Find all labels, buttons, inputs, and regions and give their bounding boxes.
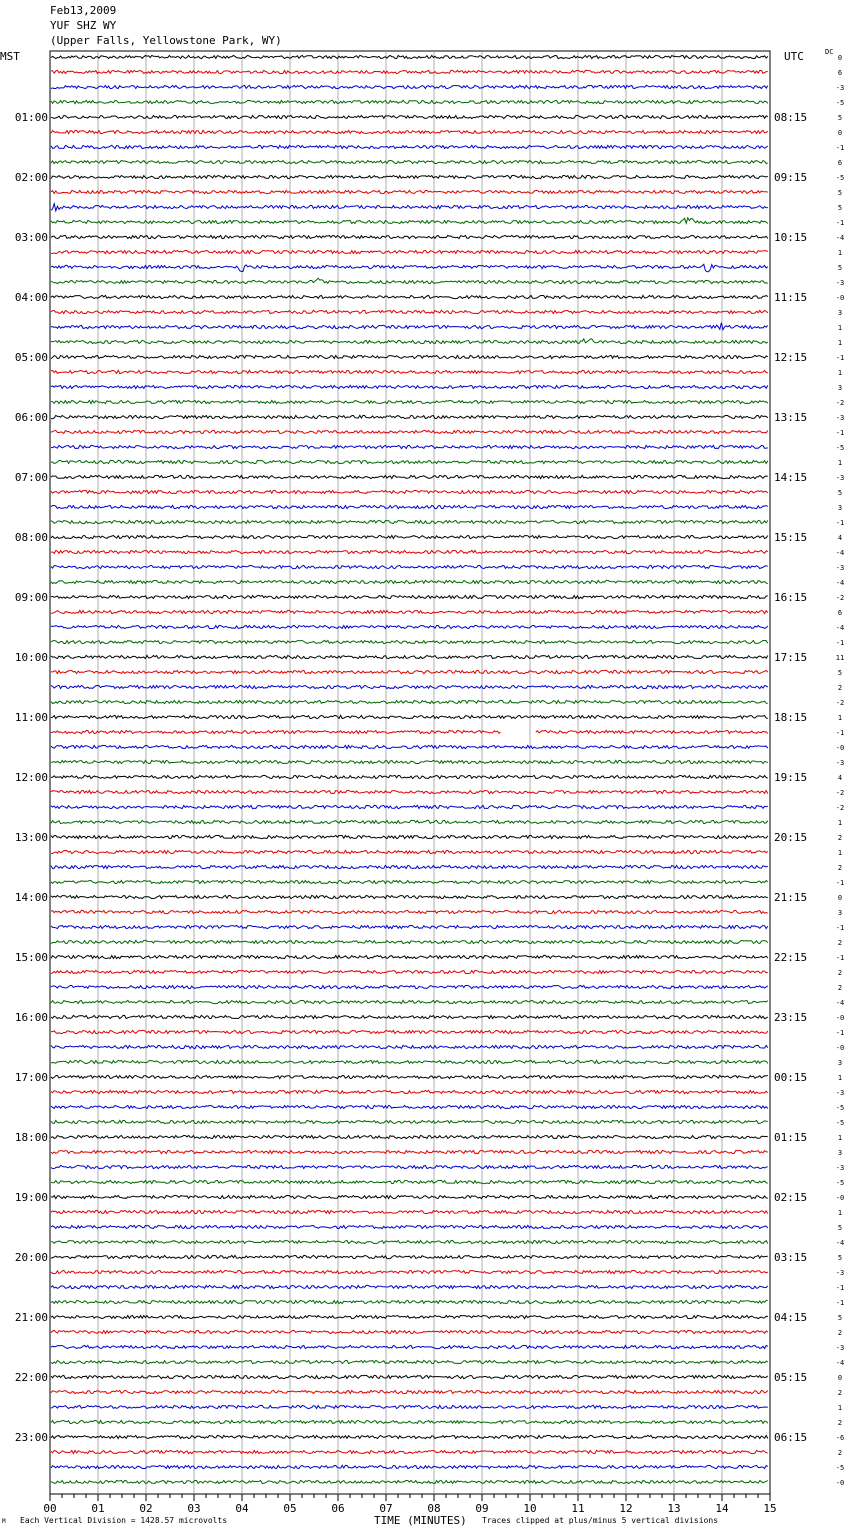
right-hour-label: 20:15 (774, 831, 808, 844)
seismic-trace (51, 130, 768, 133)
seismic-trace (51, 295, 768, 298)
dc-offset-label: 1 (837, 1074, 843, 1082)
dc-offset-label: 5 (837, 264, 843, 272)
dc-offset-label: 3 (837, 1149, 843, 1157)
seismic-trace (51, 520, 768, 523)
clipping-note: Traces clipped at plus/minus 5 vertical divisions (482, 1516, 719, 1525)
seismic-trace (51, 218, 768, 224)
seismic-trace (51, 625, 768, 628)
seismic-trace (51, 250, 768, 253)
dc-offset-label: 5 (837, 489, 843, 497)
seismic-trace (51, 339, 768, 344)
seismic-trace (51, 1000, 768, 1003)
left-hour-label: 15:00 (14, 951, 48, 964)
dc-offset-label: 1 (837, 1134, 843, 1142)
x-tick-label: 08 (427, 1502, 441, 1515)
dc-offset-label: -5 (835, 1119, 845, 1127)
seismic-trace (51, 430, 768, 433)
dc-offset-label: -1 (835, 924, 845, 932)
seismic-trace (51, 850, 768, 853)
right-hour-label: 19:15 (774, 771, 808, 784)
left-hour-label: 20:00 (14, 1251, 48, 1264)
right-hour-label: 08:15 (774, 111, 808, 124)
x-tick-label: 13 (667, 1502, 681, 1515)
seismic-trace (51, 580, 768, 583)
dc-offset-label: 2 (837, 1419, 843, 1427)
left-hour-label: 23:00 (14, 1431, 48, 1444)
seismic-trace (51, 490, 768, 493)
dc-offset-label: 2 (837, 969, 843, 977)
dc-offset-label: -1 (835, 219, 845, 227)
seismic-trace (51, 1315, 768, 1318)
station-location: (Upper Falls, Yellowstone Park, WY) (50, 34, 282, 47)
dc-offset-label: -6 (835, 1434, 845, 1442)
seismic-trace (51, 925, 768, 928)
dc-offset-label: -2 (835, 399, 845, 407)
seismic-trace (51, 355, 768, 358)
seismic-trace (51, 550, 768, 553)
left-hour-label: 08:00 (14, 531, 48, 544)
dc-offset-label: -2 (835, 804, 845, 812)
seismic-trace (51, 1150, 768, 1153)
seismic-trace (51, 160, 768, 163)
seismic-trace (51, 880, 768, 883)
dc-offset-label: -0 (835, 744, 845, 752)
seismic-trace (51, 670, 768, 673)
dc-offset-label: 1 (837, 249, 843, 257)
seismic-trace (51, 1105, 768, 1108)
dc-offset-label: -5 (835, 1464, 845, 1472)
seismic-trace (51, 955, 768, 958)
dc-offset-label: -4 (835, 579, 845, 587)
x-tick-label: 10 (523, 1502, 537, 1515)
seismic-trace (51, 415, 768, 418)
dc-offset-label: -4 (835, 624, 845, 632)
dc-offset-label: -4 (835, 999, 845, 1007)
x-tick-label: 15 (763, 1502, 777, 1515)
seismic-trace (51, 1390, 768, 1393)
dc-offset-label: -1 (835, 519, 845, 527)
x-tick-label: 01 (91, 1502, 105, 1515)
seismic-trace (51, 55, 768, 58)
dc-offset-label: 2 (837, 1329, 843, 1337)
seismic-trace (51, 970, 768, 973)
seismic-trace (51, 445, 768, 448)
right-hour-label: 15:15 (774, 531, 808, 544)
left-hour-label: 03:00 (14, 231, 48, 244)
dc-offset-label: 1 (837, 369, 843, 377)
seismic-trace (51, 264, 768, 271)
dc-offset-label: -5 (835, 1104, 845, 1112)
dc-offset-label: -3 (835, 1344, 845, 1352)
dc-offset-label: 3 (837, 309, 843, 317)
dc-offset-label: 3 (837, 384, 843, 392)
dc-offset-label: -3 (835, 84, 845, 92)
dc-offset-label: 6 (837, 69, 843, 77)
dc-offset-label: 1 (837, 849, 843, 857)
dc-offset-header: DC (825, 48, 834, 56)
seismic-trace (51, 1090, 768, 1093)
left-hour-label: 12:00 (14, 771, 48, 784)
dc-offset-label: 1 (837, 714, 843, 722)
dc-offset-label: 2 (837, 939, 843, 947)
dc-offset-label: 5 (837, 1254, 843, 1262)
dc-offset-label: 4 (837, 774, 843, 782)
seismic-trace (51, 1480, 768, 1483)
right-hour-label: 22:15 (774, 951, 808, 964)
dc-offset-label: 5 (837, 204, 843, 212)
dc-offset-label: 1 (837, 819, 843, 827)
dc-offset-label: -1 (835, 879, 845, 887)
right-hour-label: 14:15 (774, 471, 808, 484)
seismic-trace (51, 685, 768, 688)
left-hour-label: 05:00 (14, 351, 48, 364)
dc-offset-label: -0 (835, 1479, 845, 1487)
dc-offset-label: 0 (837, 129, 843, 137)
seismic-trace (51, 1450, 768, 1453)
seismic-trace (51, 1210, 768, 1213)
dc-offset-label: 5 (837, 1224, 843, 1232)
dc-offset-label: 2 (837, 834, 843, 842)
seismic-trace (51, 985, 768, 988)
right-hour-label: 02:15 (774, 1191, 808, 1204)
seismic-trace (51, 1030, 768, 1033)
dc-offset-label: 5 (837, 669, 843, 677)
seismic-trace (51, 790, 768, 793)
dc-offset-label: -5 (835, 444, 845, 452)
seismic-trace (51, 1465, 768, 1468)
dc-offset-label: -2 (835, 699, 845, 707)
vertical-scale-note: Each Vertical Division = 1428.57 microvolts (20, 1516, 228, 1525)
right-hour-label: 06:15 (774, 1431, 808, 1444)
seismic-trace (51, 700, 768, 703)
seismic-trace (51, 70, 768, 73)
dc-offset-label: 0 (837, 894, 843, 902)
seismic-trace (51, 1120, 768, 1123)
dc-offset-label: 6 (837, 159, 843, 167)
seismic-trace (51, 100, 768, 103)
dc-offset-label: -1 (835, 1299, 845, 1307)
seismic-trace (51, 278, 768, 283)
right-hour-label: 23:15 (774, 1011, 808, 1024)
dc-offset-label: 2 (837, 1449, 843, 1457)
dc-offset-label: 2 (837, 864, 843, 872)
seismic-trace (51, 1075, 768, 1078)
dc-offset-label: -1 (835, 354, 845, 362)
seismic-trace (536, 730, 768, 733)
right-hour-label: 17:15 (774, 651, 808, 664)
seismic-trace (51, 1345, 768, 1348)
left-hour-label: 01:00 (14, 111, 48, 124)
right-hour-label: 16:15 (774, 591, 808, 604)
seismic-trace (51, 190, 768, 193)
seismic-trace (51, 505, 768, 508)
right-hour-label: 21:15 (774, 891, 808, 904)
seismic-trace (51, 1180, 768, 1183)
seismic-trace (51, 115, 768, 118)
dc-offset-label: -5 (835, 174, 845, 182)
dc-offset-label: -3 (835, 414, 845, 422)
dc-offset-label: -3 (835, 279, 845, 287)
dc-offset-label: 5 (837, 114, 843, 122)
dc-offset-label: 1 (837, 1404, 843, 1412)
seismic-trace (51, 1375, 768, 1378)
x-tick-label: 07 (379, 1502, 393, 1515)
left-hour-label: 19:00 (14, 1191, 48, 1204)
dc-offset-label: 5 (837, 1314, 843, 1322)
dc-offset-label: 4 (837, 534, 843, 542)
dc-offset-label: 2 (837, 684, 843, 692)
left-hour-label: 06:00 (14, 411, 48, 424)
dc-offset-label: 0 (837, 1374, 843, 1382)
dc-offset-label: 6 (837, 609, 843, 617)
seismic-trace (51, 865, 768, 868)
left-hour-label: 13:00 (14, 831, 48, 844)
seismic-trace (51, 1300, 768, 1303)
seismic-trace (51, 323, 768, 330)
seismic-trace (51, 775, 768, 778)
seismic-trace (51, 370, 768, 373)
seismic-traces (51, 55, 768, 1483)
dc-offset-label: -3 (835, 1164, 845, 1172)
x-tick-label: 11 (571, 1502, 585, 1515)
dc-offset-label: -3 (835, 564, 845, 572)
right-hour-label: 03:15 (774, 1251, 808, 1264)
right-hour-label: 10:15 (774, 231, 808, 244)
seismic-trace (51, 204, 768, 211)
x-tick-label: 06 (331, 1502, 345, 1515)
x-tick-label: 02 (139, 1502, 153, 1515)
seismic-trace (51, 1285, 768, 1288)
dc-offset-label: 11 (835, 654, 845, 662)
dc-offset-label: 1 (837, 459, 843, 467)
x-tick-label: 03 (187, 1502, 201, 1515)
dc-offset-label: -2 (835, 789, 845, 797)
seismic-trace (51, 1270, 768, 1273)
left-hour-label: 11:00 (14, 711, 48, 724)
dc-offset-label: 3 (837, 504, 843, 512)
seismic-trace (51, 1255, 768, 1258)
dc-offset-label: -5 (835, 99, 845, 107)
axis-labels (15, 54, 844, 1515)
seismic-trace (51, 1225, 768, 1228)
seismic-trace (51, 1060, 768, 1063)
dc-offset-label: -4 (835, 1239, 845, 1247)
left-hour-label: 02:00 (14, 171, 48, 184)
station-code: YUF SHZ WY (50, 19, 117, 32)
dc-offset-label: -1 (835, 1284, 845, 1292)
x-tick-label: 09 (475, 1502, 489, 1515)
dc-offset-label: -0 (835, 1014, 845, 1022)
seismic-trace (51, 820, 768, 823)
dc-offset-label: -4 (835, 1359, 845, 1367)
dc-offset-label: 5 (837, 189, 843, 197)
seismic-trace (51, 655, 768, 658)
x-tick-label: 04 (235, 1502, 249, 1515)
dc-offset-label: -1 (835, 1029, 845, 1037)
right-hour-label: 13:15 (774, 411, 808, 424)
seismic-trace (51, 1045, 768, 1048)
seismic-trace (51, 1240, 768, 1243)
right-hour-label: 04:15 (774, 1311, 808, 1324)
right-hour-label: 00:15 (774, 1071, 808, 1084)
seismic-trace (51, 940, 768, 943)
dc-offset-label: -4 (835, 234, 845, 242)
seismic-trace (51, 640, 768, 643)
dc-offset-label: 2 (837, 984, 843, 992)
seismic-trace (51, 1360, 768, 1363)
x-tick-label: 00 (43, 1502, 57, 1515)
right-hour-label: 01:15 (774, 1131, 808, 1144)
x-tick-label: 14 (715, 1502, 729, 1515)
right-hour-label: 12:15 (774, 351, 808, 364)
dc-offset-label: -1 (835, 729, 845, 737)
dc-offset-label: -2 (835, 594, 845, 602)
seismic-trace (51, 1015, 768, 1018)
dc-offset-label: -5 (835, 1179, 845, 1187)
dc-offset-label: 1 (837, 339, 843, 347)
seismic-trace (51, 760, 768, 763)
dc-offset-label: 3 (837, 1059, 843, 1067)
left-hour-label: 21:00 (14, 1311, 48, 1324)
left-timezone-label: MST (0, 50, 20, 63)
footer-mark: M (2, 1518, 6, 1525)
plot-date: Feb13,2009 (50, 4, 117, 17)
seismic-trace (51, 1420, 768, 1423)
x-tick-label: 12 (619, 1502, 633, 1515)
seismic-trace (51, 175, 768, 178)
dc-offset-label: -3 (835, 1269, 845, 1277)
seismic-trace (51, 835, 768, 838)
seismic-trace (51, 145, 768, 148)
dc-offset-label: -4 (835, 549, 845, 557)
left-hour-label: 22:00 (14, 1371, 48, 1384)
dc-offset-label: -0 (835, 1044, 845, 1052)
dc-offset-label: -1 (835, 144, 845, 152)
left-hour-label: 04:00 (14, 291, 48, 304)
dc-offset-label: -3 (835, 1089, 845, 1097)
x-tick-label: 05 (283, 1502, 297, 1515)
seismic-trace (51, 475, 768, 478)
left-hour-label: 14:00 (14, 891, 48, 904)
dc-offset-label: -3 (835, 474, 845, 482)
right-hour-label: 11:15 (774, 291, 808, 304)
seismic-trace (51, 730, 501, 733)
left-hour-label: 10:00 (14, 651, 48, 664)
right-hour-label: 18:15 (774, 711, 808, 724)
dc-offset-label: -0 (835, 1194, 845, 1202)
dc-offset-label: 2 (837, 1389, 843, 1397)
right-hour-label: 05:15 (774, 1371, 808, 1384)
seismic-trace (51, 235, 768, 238)
dc-offset-label: -0 (835, 294, 845, 302)
seismic-trace (51, 85, 768, 88)
seismic-trace (51, 1405, 768, 1408)
seismic-trace (51, 595, 768, 598)
seismic-trace (51, 745, 768, 748)
seismic-trace (51, 805, 768, 808)
seismic-trace (51, 1135, 768, 1138)
seismic-trace (51, 460, 768, 463)
dc-offset-label: 1 (837, 324, 843, 332)
seismic-trace (51, 910, 768, 913)
dc-offset-label: 0 (837, 54, 843, 62)
dc-offset-label: -1 (835, 954, 845, 962)
dc-offset-label: 1 (837, 1209, 843, 1217)
left-hour-label: 17:00 (14, 1071, 48, 1084)
seismic-trace (51, 1330, 768, 1333)
seismic-trace (51, 565, 768, 568)
left-hour-label: 18:00 (14, 1131, 48, 1144)
dc-offset-label: -1 (835, 639, 845, 647)
seismic-trace (51, 1165, 768, 1168)
seismic-trace (51, 400, 768, 403)
seismic-trace (51, 895, 768, 898)
dc-offset-label: 3 (837, 909, 843, 917)
dc-offset-label: -3 (835, 759, 845, 767)
dc-offset-label: -1 (835, 429, 845, 437)
right-hour-label: 09:15 (774, 171, 808, 184)
seismic-trace (51, 610, 768, 613)
x-axis-title: TIME (MINUTES) (374, 1514, 467, 1527)
left-hour-label: 07:00 (14, 471, 48, 484)
seismic-trace (51, 715, 768, 718)
seismic-trace (51, 385, 768, 388)
left-hour-label: 16:00 (14, 1011, 48, 1024)
seismic-trace (51, 536, 768, 539)
seismic-trace (51, 1195, 768, 1198)
left-hour-label: 09:00 (14, 591, 48, 604)
right-timezone-label: UTC (784, 50, 804, 63)
seismic-trace (51, 310, 768, 313)
seismic-trace (51, 1435, 768, 1438)
